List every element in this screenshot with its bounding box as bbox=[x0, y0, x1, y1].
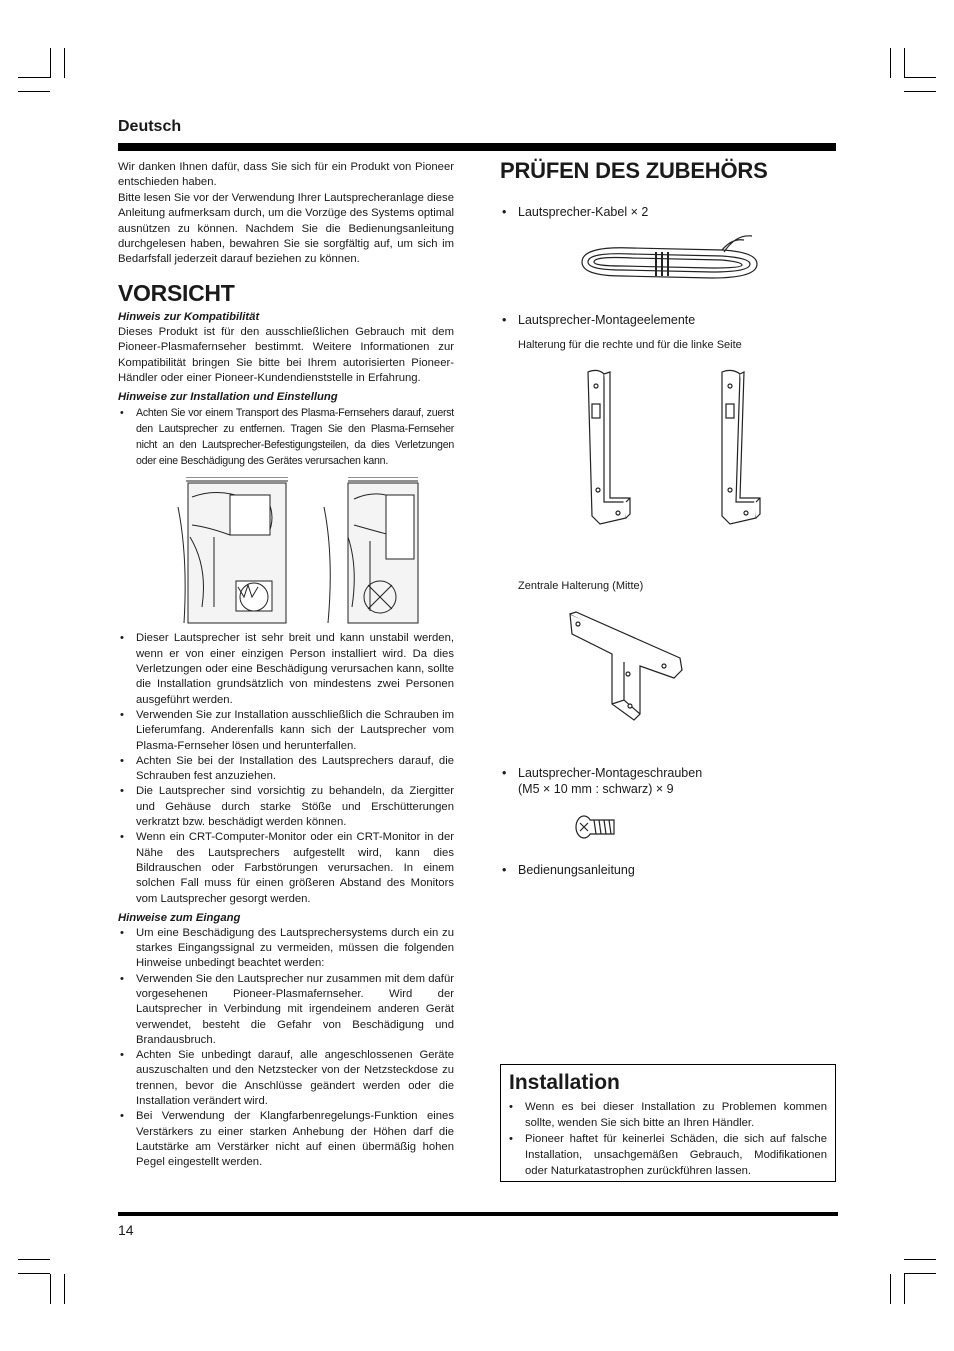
install-heading: Hinweise zur Installation und Einstellung bbox=[118, 391, 338, 404]
list-item: • Wenn ein CRT-Computer-Monitor oder ein CRT-Monitor in der Nähe des Lautsprechers aufgestellt wird, kann dies Bildrauschen oder Farbstörungen verursachen. In einem solchen Fall muss für einen größeren Abstand des Monitors vom Lautsprecher gesorgt werden. bbox=[118, 830, 454, 906]
list-item: • Achten Sie bei der Installation des Lautsprechers darauf, die Schrauben fest anzuziehen. bbox=[118, 754, 454, 785]
list-item: • Die Lautsprecher sind vorsichtig zu behandeln, da Ziergitter und Gehäuse durch starke Stöße und Erschütterungen verkratzt bzw. beschädigt werden können. bbox=[118, 784, 454, 830]
vorsicht-title: VORSICHT bbox=[118, 279, 235, 306]
screw-icon bbox=[574, 812, 618, 842]
bottom-rule bbox=[118, 1212, 838, 1216]
side-bracket-icon bbox=[580, 368, 780, 530]
accessory-mount-label: • Lautsprecher-Montageelemente bbox=[518, 313, 696, 327]
installation-list bbox=[507, 1099, 827, 1179]
accessory-cable bbox=[500, 205, 648, 219]
screws-label-1: • Lautsprecher-Montageschrauben bbox=[518, 766, 703, 780]
list-item: • Achten Sie unbedingt darauf, alle angeschlossenen Geräte auszuschalten und den Netzstecker von der Netzsteckdose zu trennen, bevor die Anschlüsse geändert werden oder die Installation verändert wird. bbox=[118, 1048, 454, 1109]
mount-note: Halterung für die rechte und für die linke Seite bbox=[518, 339, 742, 351]
list-item: • Verwenden Sie zur Installation ausschließlich die Schrauben im Lieferumfang. Anderenfalls kann sich der Lautsprecher vom Plasma-Fernseher lösen und herunterfallen. bbox=[118, 708, 454, 754]
input-heading: Hinweise zum Eingang bbox=[118, 911, 241, 924]
cable-icon bbox=[572, 232, 772, 288]
list-item: • Verwenden Sie den Lautsprecher nur zusammen mit dem dafür vorgesehenen Pioneer-Plasmafernseher. Wird der Lautsprecher in Verbindung mit irgendeinem anderen Gerät verwendet, besteht die Gefahr von Beschädigung und Brandausbruch. bbox=[118, 972, 454, 1048]
accessories-title: PRÜFEN DES ZUBEHÖRS bbox=[500, 158, 768, 183]
compat-text: Dieses Produkt ist für den ausschließlichen Gebrauch mit dem Pioneer-Plasmafernseher bestimmt. Weitere Informationen zur Kompatibilität bringen Sie bitte bei Ihrem autorisierten Pioneer-Händler oder einer Pioneer-Kundendienststelle in Erfahrung. bbox=[118, 325, 454, 385]
accessory-mount bbox=[500, 313, 695, 327]
screws-label-2: (M5 × 10 mm : schwarz) × 9 bbox=[518, 782, 674, 796]
language-heading: Deutsch bbox=[118, 118, 182, 135]
carry-illustration bbox=[118, 477, 454, 625]
compat-heading: Hinweis zur Kompatibilität bbox=[118, 310, 260, 323]
installation-box bbox=[500, 1064, 836, 1182]
list-item: • Um eine Beschädigung des Lautsprechersystems durch ein zu starkes Eingangssignal zu vermeiden, müssen die folgenden Hinweise unbedingt beachtet werden: bbox=[118, 926, 454, 972]
installation-title: Installation bbox=[509, 1071, 620, 1094]
center-bracket-icon bbox=[564, 608, 694, 724]
install-list-b bbox=[118, 631, 454, 906]
top-rule bbox=[118, 143, 836, 151]
intro-paragraph-2: Bitte lesen Sie vor der Verwendung Ihrer Lautsprecheranlage diese Anleitung aufmerksam durch, um die Vorzüge des Systems optimal ausnützen zu können. Nachdem Sie die Bedienungsanleitung durchgelesen haben, bewahren Sie sie sorgfältig auf, um sich im Bedarfsfall jederzeit darauf beziehen zu können. bbox=[118, 191, 454, 266]
right-column-header bbox=[500, 158, 836, 184]
list-item: • Dieser Lautsprecher ist sehr breit und kann unstabil werden, wenn er von einer einzigen Person installiert wird. Da dies Verletzungen oder eine Beschädigung verursachen kann, sollte die Installation grundsätzlich von mindestens zwei Personen ausgeführt werden. bbox=[118, 631, 454, 707]
list-item: • Pioneer haftet für keinerlei Schäden, die sich auf falsche Installation, unsachgemäßen Gebrauch, Modifikationen oder Naturkatastrophen zurückführen lassen. bbox=[507, 1131, 827, 1179]
list-item: • Achten Sie vor einem Transport des Plasma-Fernsehers darauf, zuerst den Lautsprecher zu entfernen. Tragen Sie den Plasma-Fernseher nicht an den Lautsprecher-Befestigungsteilen, da dies Verletzungen oder eine Beschädigung des Gerätes verursachen kann. bbox=[118, 405, 454, 469]
manual-label: • Bedienungsanleitung bbox=[518, 863, 635, 877]
accessory-manual bbox=[500, 863, 635, 877]
list-item: • Bei Verwendung der Klangfarbenregelungs-Funktion eines Verstärkers zu einer starken Anhebung der Höhen darf die Lautstärke am Verstärker nicht auf einen übermäßig hohen Pegel eingestellt werden. bbox=[118, 1109, 454, 1170]
install-list-a bbox=[118, 405, 454, 469]
input-list bbox=[118, 926, 454, 1171]
page-number: 14 bbox=[118, 1222, 134, 1238]
list-item: • Wenn es bei dieser Installation zu Problemen kommen sollte, wenden Sie sich bitte an Ihren Händler. bbox=[507, 1099, 827, 1131]
intro-paragraph-1: Wir danken Ihnen dafür, dass Sie sich für ein Produkt von Pioneer entschieden haben. bbox=[118, 161, 454, 189]
center-note: Zentrale Halterung (Mitte) bbox=[518, 580, 644, 592]
left-column bbox=[118, 160, 454, 1171]
accessory-cable-label: • Lautsprecher-Kabel × 2 bbox=[518, 205, 649, 219]
accessory-screws bbox=[500, 766, 702, 796]
